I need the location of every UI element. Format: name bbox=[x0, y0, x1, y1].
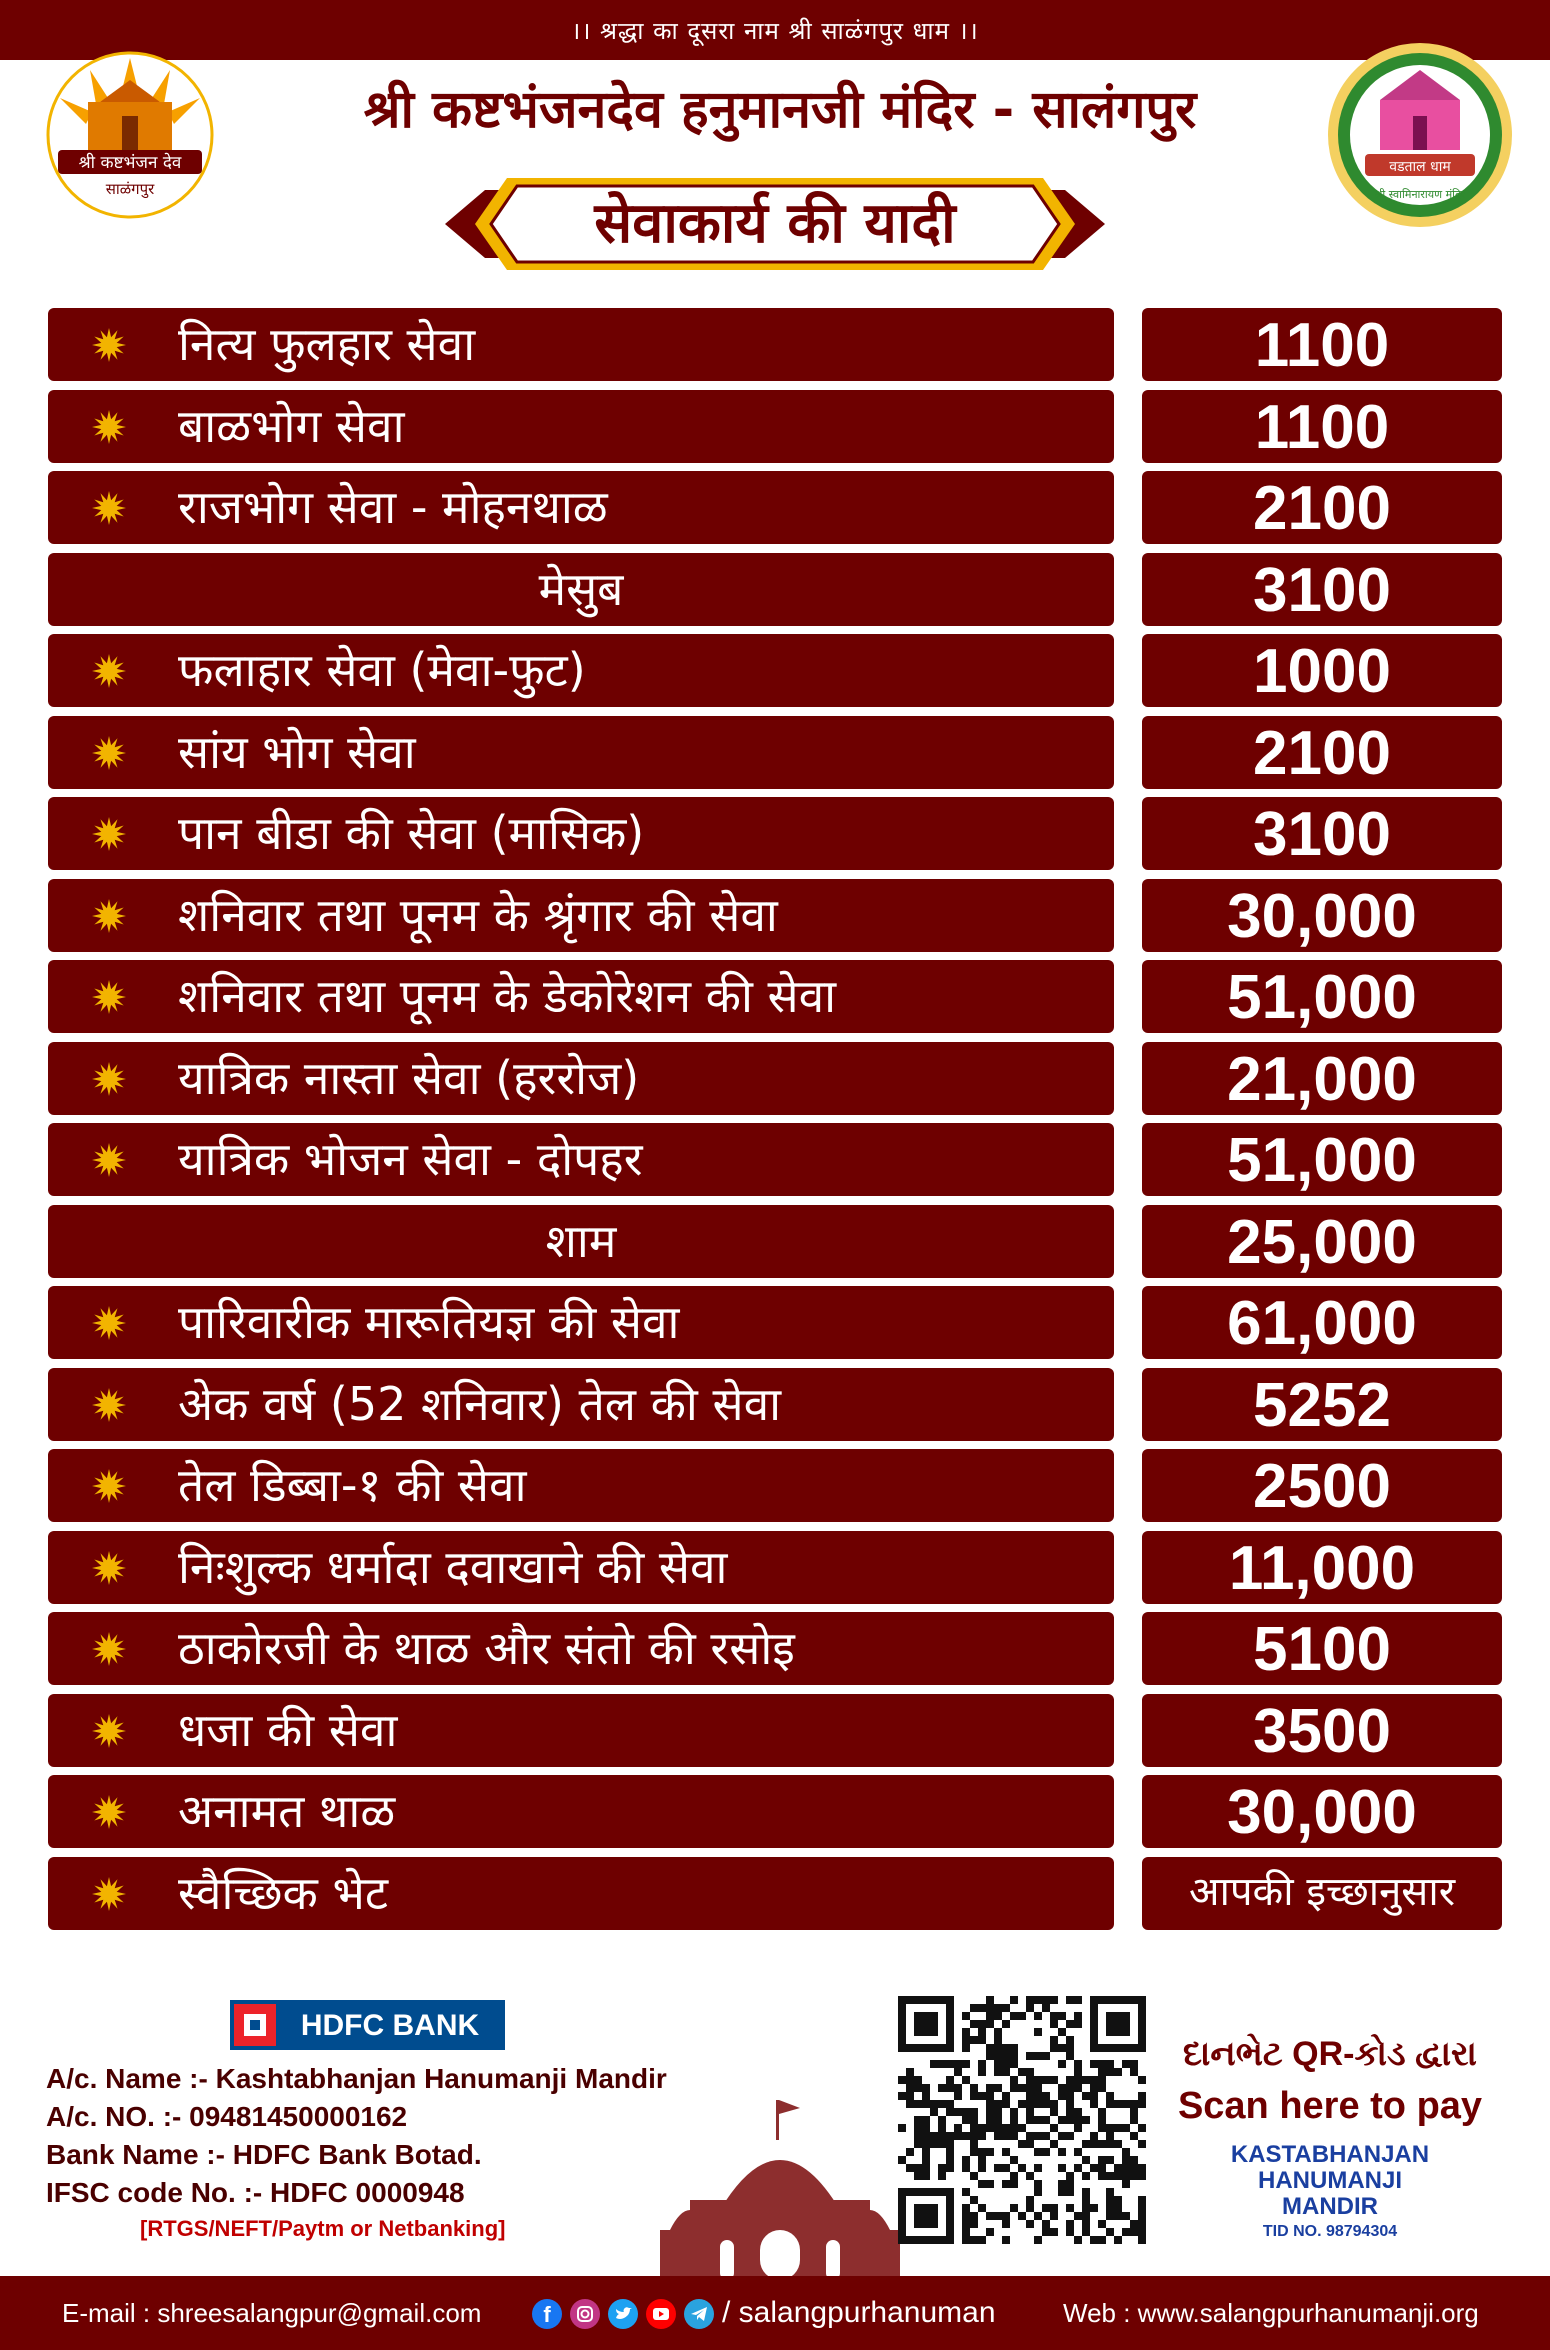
svg-text:f: f bbox=[543, 2302, 551, 2327]
service-name: शाम bbox=[545, 1213, 617, 1268]
sunburst-bullet-icon bbox=[92, 1795, 126, 1829]
hdfc-bank-logo bbox=[230, 2000, 505, 2050]
service-amount: 5100 bbox=[1142, 1612, 1502, 1685]
service-name-cell bbox=[48, 1205, 1114, 1278]
sunburst-bullet-icon bbox=[92, 1143, 126, 1177]
sunburst-bullet-icon bbox=[92, 1469, 126, 1503]
service-name-cell bbox=[48, 1857, 1114, 1930]
footer-website[interactable]: Web : www.salangpurhanumanji.org bbox=[1063, 2298, 1479, 2328]
service-amount: 2100 bbox=[1142, 471, 1502, 544]
service-row bbox=[48, 1612, 1502, 1685]
service-amount: 21,000 bbox=[1142, 1042, 1502, 1115]
service-name: फलाहार सेवा (मेवा-फुट) bbox=[178, 643, 586, 697]
service-amount: 25,000 bbox=[1142, 1205, 1502, 1278]
kashtabhanjan-logo bbox=[30, 50, 230, 220]
service-amount: 61,000 bbox=[1142, 1286, 1502, 1359]
service-amount: आपकी इच्छानुसार bbox=[1142, 1857, 1502, 1930]
sunburst-bullet-icon bbox=[92, 410, 126, 444]
sunburst-bullet-icon bbox=[92, 1306, 126, 1340]
service-amount: 30,000 bbox=[1142, 879, 1502, 952]
payment-methods-note: [RTGS/NEFT/Paytm or Netbanking] bbox=[140, 2216, 506, 2241]
service-amount: 1100 bbox=[1142, 390, 1502, 463]
sunburst-bullet-icon bbox=[92, 1877, 126, 1911]
bank-name: Bank Name :- HDFC Bank Botad. bbox=[46, 2139, 482, 2170]
service-name-cell bbox=[48, 1775, 1114, 1848]
service-name: ठाकोरजी के थाळ और संतो की रसोइ bbox=[178, 1621, 795, 1675]
service-name-cell bbox=[48, 1042, 1114, 1115]
service-name-cell bbox=[48, 716, 1114, 789]
service-name: तेल डिब्बा-१ की सेवा bbox=[178, 1458, 527, 1512]
hdfc-logo-text: HDFC BANK bbox=[300, 2009, 480, 2042]
service-name-cell bbox=[48, 1694, 1114, 1767]
service-name: बाळभोग सेवा bbox=[178, 398, 405, 453]
qr-payee-name-line1: KASTABHANJAN HANUMANJI bbox=[1230, 2141, 1430, 2194]
payment-qr-code[interactable] bbox=[898, 1996, 1146, 2244]
facebook-icon[interactable] bbox=[532, 2299, 562, 2329]
logo-left-label: श्री कष्टभंजन देव bbox=[78, 153, 182, 173]
service-row bbox=[48, 1857, 1502, 1930]
service-name: सांय भोग सेवा bbox=[178, 724, 416, 779]
tagline: ।। श्रद्धा का दूसरा नाम श्री साळंगपुर धाम ।। bbox=[571, 17, 979, 45]
instagram-icon[interactable] bbox=[570, 2299, 600, 2329]
twitter-icon[interactable] bbox=[608, 2299, 638, 2329]
logo-right-label: श्री स्वामिनारायण मंदिर bbox=[1374, 188, 1466, 201]
swaminarayan-logo bbox=[1325, 40, 1515, 230]
service-amount: 2100 bbox=[1142, 716, 1502, 789]
service-name: निःशुल्क धर्मादा दवाखाने की सेवा bbox=[178, 1539, 728, 1594]
service-amount: 1000 bbox=[1142, 634, 1502, 707]
service-name: धजा की सेवा bbox=[178, 1702, 398, 1757]
service-name-cell bbox=[48, 1286, 1114, 1359]
service-row bbox=[48, 308, 1502, 381]
service-name: यात्रिक भोजन सेवा - दोपहर bbox=[178, 1132, 643, 1186]
service-name-cell bbox=[48, 1531, 1114, 1604]
sunburst-bullet-icon bbox=[92, 1551, 126, 1585]
service-name: पान बीडा की सेवा (मासिक) bbox=[178, 806, 645, 860]
temple-silhouette-icon bbox=[650, 2090, 910, 2280]
qr-instructions bbox=[1160, 2030, 1500, 2244]
service-row bbox=[48, 1368, 1502, 1441]
sunburst-bullet-icon bbox=[92, 1062, 126, 1096]
logo-left-sub: साळंगपुर bbox=[105, 180, 155, 198]
service-amount: 51,000 bbox=[1142, 1123, 1502, 1196]
service-name: अनामत थाळ bbox=[178, 1784, 396, 1838]
service-row bbox=[48, 1694, 1502, 1767]
sunburst-bullet-icon bbox=[92, 980, 126, 1014]
service-name-cell bbox=[48, 634, 1114, 707]
telegram-icon[interactable] bbox=[684, 2299, 714, 2329]
service-row bbox=[48, 716, 1502, 789]
service-name: पारिवारीक मारूतियज्ञ की सेवा bbox=[178, 1295, 680, 1349]
service-row bbox=[48, 1449, 1502, 1522]
logo-right-sub: वडताल धाम bbox=[1389, 159, 1451, 175]
service-row bbox=[48, 471, 1502, 544]
service-row bbox=[48, 1286, 1502, 1359]
service-name: मेसुब bbox=[538, 561, 624, 616]
service-name-cell bbox=[48, 879, 1114, 952]
sunburst-bullet-icon bbox=[92, 736, 126, 770]
qr-tid: TID NO. 98794304 bbox=[1262, 2223, 1398, 2240]
service-amount: 1100 bbox=[1142, 308, 1502, 381]
sunburst-bullet-icon bbox=[92, 1632, 126, 1666]
service-row bbox=[48, 1205, 1502, 1278]
page-title: श्री कष्टभंजनदेव हनुमानजी मंदिर - सालंगपुर bbox=[363, 80, 1197, 140]
footer-email[interactable]: E-mail : shreesalangpur@gmail.com bbox=[62, 2298, 482, 2328]
service-row bbox=[48, 1531, 1502, 1604]
service-row bbox=[48, 634, 1502, 707]
service-name: स्वैच्छिक भेट bbox=[178, 1865, 389, 1920]
service-name-cell bbox=[48, 1612, 1114, 1685]
scan-to-pay-label: Scan here to pay bbox=[1177, 2085, 1483, 2127]
service-amount: 11,000 bbox=[1142, 1531, 1502, 1604]
youtube-icon[interactable] bbox=[646, 2299, 676, 2329]
service-amount: 3500 bbox=[1142, 1694, 1502, 1767]
bank-details bbox=[46, 2060, 726, 2212]
account-number: A/c. NO. :- 09481450000162 bbox=[46, 2101, 408, 2132]
subtitle: सेवाकार्य की यादी bbox=[594, 191, 956, 256]
sunburst-bullet-icon bbox=[92, 899, 126, 933]
service-row bbox=[48, 960, 1502, 1033]
top-tagline-bar bbox=[0, 0, 1550, 60]
service-name: नित्य फुलहार सेवा bbox=[178, 317, 476, 371]
service-row bbox=[48, 553, 1502, 626]
service-row bbox=[48, 879, 1502, 952]
account-name: A/c. Name :- Kashtabhanjan Hanumanji Mandir bbox=[46, 2063, 667, 2094]
footer-social-handle[interactable]: / salangpurhanuman bbox=[722, 2296, 996, 2329]
sunburst-bullet-icon bbox=[92, 654, 126, 688]
service-name: शनिवार तथा पूनम के डेकोरेशन की सेवा bbox=[178, 969, 837, 1023]
service-row bbox=[48, 797, 1502, 870]
service-row bbox=[48, 1042, 1502, 1115]
service-amount: 2500 bbox=[1142, 1449, 1502, 1522]
service-amount: 51,000 bbox=[1142, 960, 1502, 1033]
service-row bbox=[48, 1775, 1502, 1848]
service-name-cell bbox=[48, 471, 1114, 544]
ifsc-code: IFSC code No. :- HDFC 0000948 bbox=[46, 2177, 465, 2208]
service-amount: 3100 bbox=[1142, 797, 1502, 870]
service-name-cell bbox=[48, 390, 1114, 463]
service-name-cell bbox=[48, 553, 1114, 626]
service-name: शनिवार तथा पूनम के श्रृंगार की सेवा bbox=[178, 887, 778, 942]
service-name: यात्रिक नास्ता सेवा (हररोज) bbox=[178, 1050, 640, 1105]
sunburst-bullet-icon bbox=[92, 1388, 126, 1422]
qr-payee-name-line2: MANDIR bbox=[1282, 2193, 1378, 2220]
service-name-cell bbox=[48, 1368, 1114, 1441]
service-name: राजभोग सेवा - मोहनथाळ bbox=[178, 480, 608, 534]
service-row bbox=[48, 390, 1502, 463]
footer-bar bbox=[0, 2276, 1550, 2350]
service-name-cell bbox=[48, 960, 1114, 1033]
service-row bbox=[48, 1123, 1502, 1196]
service-name-cell bbox=[48, 1123, 1114, 1196]
sunburst-bullet-icon bbox=[92, 328, 126, 362]
service-name-cell bbox=[48, 1449, 1114, 1522]
service-name: अेक वर्ष (52 शनिवार) तेल की सेवा bbox=[178, 1376, 782, 1431]
sunburst-bullet-icon bbox=[92, 1714, 126, 1748]
service-name-cell bbox=[48, 797, 1114, 870]
service-amount: 3100 bbox=[1142, 553, 1502, 626]
service-name-cell bbox=[48, 308, 1114, 381]
qr-gujarati-label: દાનભેટ QR-કોડ દ્વારા bbox=[1183, 2035, 1477, 2073]
sunburst-bullet-icon bbox=[92, 817, 126, 851]
service-amount: 5252 bbox=[1142, 1368, 1502, 1441]
service-amount: 30,000 bbox=[1142, 1775, 1502, 1848]
sunburst-bullet-icon bbox=[92, 491, 126, 525]
